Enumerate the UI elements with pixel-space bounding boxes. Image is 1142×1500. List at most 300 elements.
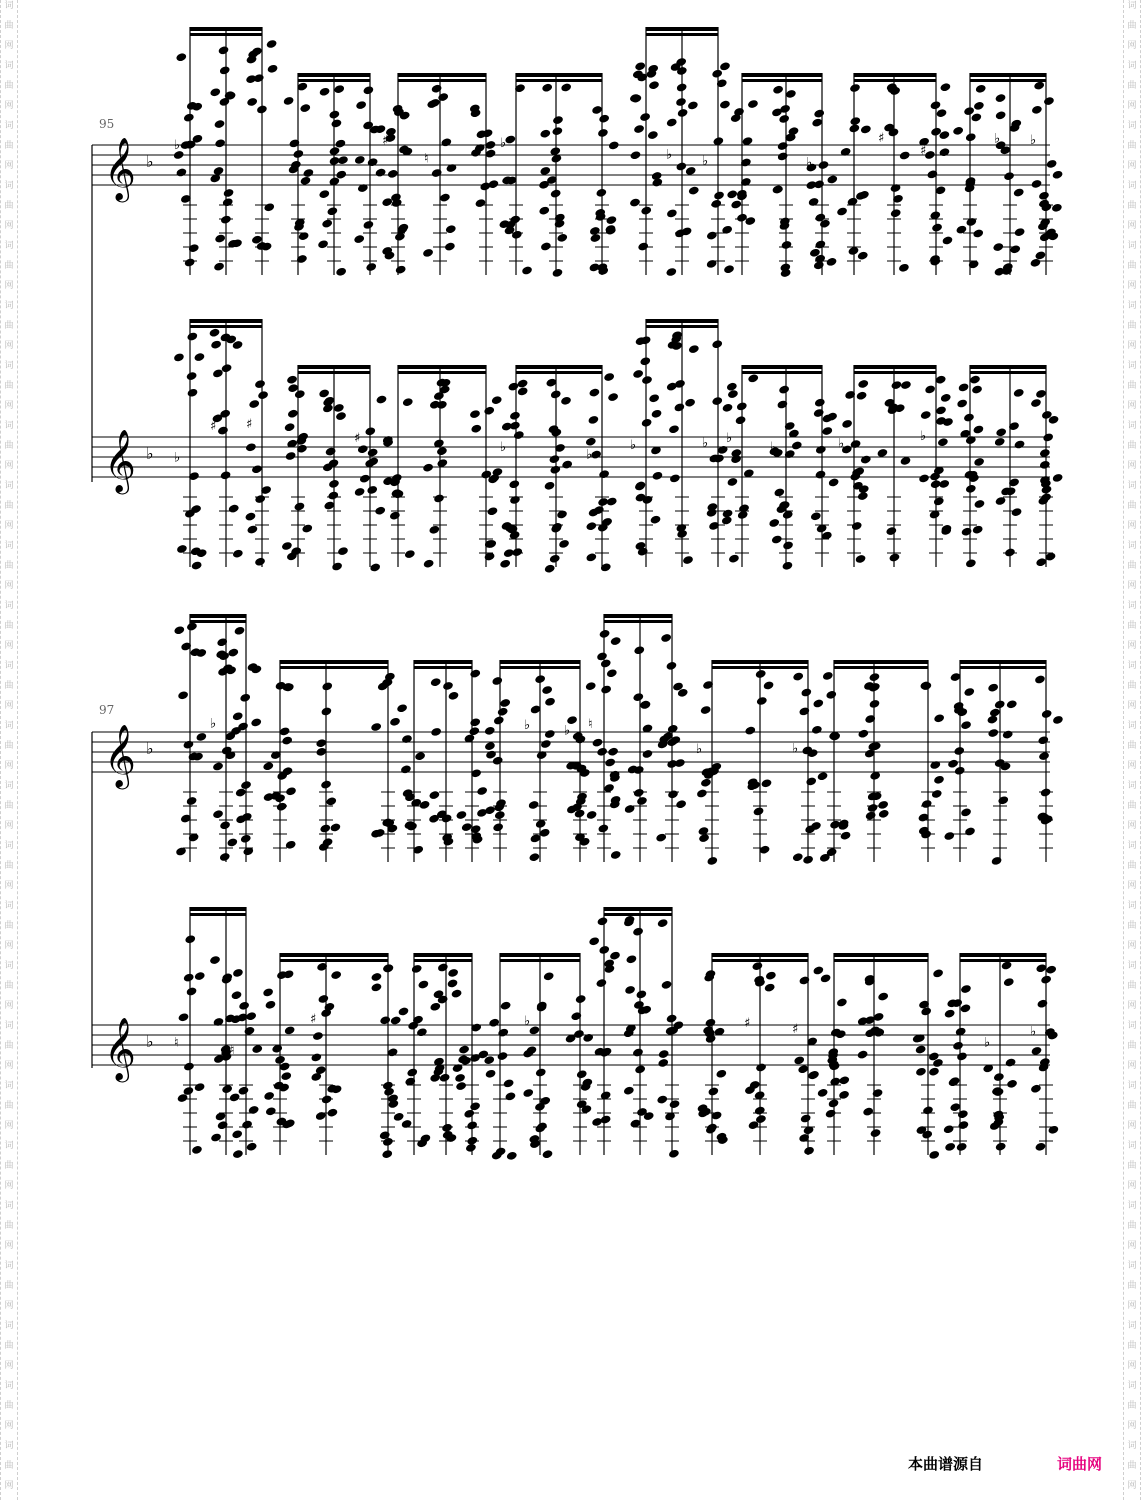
note-head <box>591 105 603 115</box>
note-head <box>217 425 229 435</box>
beam <box>280 953 388 957</box>
watermark-glyph: 网 <box>4 881 14 891</box>
note-head <box>828 1098 840 1108</box>
note-head <box>1046 159 1058 169</box>
note-head <box>253 73 265 83</box>
note-head <box>300 176 312 186</box>
note-head <box>836 997 848 1007</box>
note-head <box>625 954 637 964</box>
note-head <box>448 691 460 701</box>
note-head <box>657 918 669 928</box>
note-head <box>597 823 609 833</box>
note-head <box>836 206 848 216</box>
note-head <box>319 87 331 97</box>
watermark-glyph: 网 <box>4 521 14 531</box>
note-head <box>588 936 600 946</box>
watermark-glyph: 曲 <box>1127 681 1137 691</box>
note-head <box>964 826 976 836</box>
watermark-glyph: 网 <box>4 641 14 651</box>
beam <box>960 666 1046 669</box>
beam <box>414 959 472 962</box>
note-head <box>497 1028 509 1038</box>
note-head <box>997 795 1009 805</box>
note-head <box>430 727 442 737</box>
note-head <box>965 484 977 494</box>
note-head <box>470 424 482 434</box>
note-head <box>972 424 984 434</box>
note-head <box>624 804 636 814</box>
note-head <box>221 1084 233 1094</box>
watermark-glyph: 曲 <box>1127 1161 1137 1171</box>
note-head <box>971 384 983 394</box>
watermark-glyph: 网 <box>1127 1481 1137 1491</box>
watermark-glyph: 网 <box>1127 461 1137 471</box>
note-head <box>1005 1057 1017 1067</box>
watermark-glyph: 曲 <box>1127 921 1137 931</box>
note-head <box>223 188 235 198</box>
note-head <box>226 837 238 847</box>
note-head <box>455 1081 467 1091</box>
note-head <box>209 955 221 965</box>
watermark-glyph: 词 <box>4 421 14 431</box>
note-head <box>669 473 681 483</box>
note-head <box>924 384 936 394</box>
watermark-glyph: 网 <box>4 821 14 831</box>
note-head <box>227 647 239 657</box>
watermark-glyph: 网 <box>1127 641 1137 651</box>
note-head <box>414 751 426 761</box>
note-head <box>552 115 564 125</box>
note-head <box>504 134 516 144</box>
accidental-icon: ♭ <box>500 136 507 152</box>
note-head <box>437 962 449 972</box>
note-head <box>1031 179 1043 189</box>
note-head <box>797 1064 809 1074</box>
note-head <box>429 1002 441 1012</box>
watermark-glyph: 曲 <box>1127 561 1137 571</box>
note-head <box>632 1047 644 1057</box>
note-head <box>811 118 823 128</box>
note-head <box>366 485 378 495</box>
watermark-glyph: 网 <box>1127 521 1137 531</box>
note-head <box>1047 1125 1059 1135</box>
beam <box>970 371 1046 374</box>
watermark-glyph: 网 <box>4 941 14 951</box>
note-head <box>299 103 311 113</box>
note-head <box>994 699 1006 709</box>
note-head <box>436 446 448 456</box>
note-head <box>820 973 832 983</box>
note-head <box>991 856 1003 866</box>
beam <box>398 79 486 82</box>
note-head <box>651 409 663 419</box>
watermark-glyph: 曲 <box>1127 1041 1137 1051</box>
note-head <box>428 790 440 800</box>
note-head <box>931 789 943 799</box>
watermark-glyph: 词 <box>4 541 14 551</box>
note-head <box>668 424 680 434</box>
note-head <box>857 729 869 739</box>
note-head <box>476 786 488 796</box>
note-head <box>942 235 954 245</box>
note-head <box>735 415 747 425</box>
note-head <box>821 426 833 436</box>
note-head <box>810 511 822 521</box>
note-head <box>885 526 897 536</box>
note-head <box>320 779 332 789</box>
beam <box>834 660 928 664</box>
note-head <box>541 685 553 695</box>
note-head <box>698 826 710 836</box>
note-head <box>218 45 230 55</box>
note-head <box>973 101 985 111</box>
beam <box>398 73 486 77</box>
note-head <box>454 1073 466 1083</box>
note-head <box>728 554 740 564</box>
note-head <box>726 189 738 199</box>
note-head <box>401 734 413 744</box>
note-head <box>661 980 673 990</box>
note-head <box>317 994 329 1004</box>
note-head <box>857 251 869 261</box>
note-head <box>696 788 708 798</box>
note-head <box>888 552 900 562</box>
note-head <box>744 726 756 736</box>
note-head <box>1051 203 1063 213</box>
note-head <box>186 986 198 996</box>
note-head <box>238 1001 250 1011</box>
watermark-glyph: 词 <box>1127 601 1137 611</box>
note-head <box>321 219 333 229</box>
note-head <box>598 114 610 124</box>
watermark-glyph: 曲 <box>1127 1281 1137 1291</box>
note-head <box>452 1063 464 1073</box>
beam <box>970 73 1046 77</box>
note-head <box>970 112 982 122</box>
note-head <box>761 778 773 788</box>
note-head <box>517 386 529 396</box>
note-head <box>186 331 198 341</box>
watermark-glyph: 词 <box>4 661 14 671</box>
watermark-glyph: 曲 <box>1127 1101 1137 1111</box>
beam <box>414 660 472 664</box>
note-head <box>944 1009 956 1019</box>
note-head <box>1037 735 1049 745</box>
watermark-glyph: 曲 <box>4 561 14 571</box>
note-head <box>509 495 521 505</box>
note-head <box>1043 96 1055 106</box>
note-head <box>588 387 600 397</box>
accidental-icon: ♭ <box>984 1035 991 1051</box>
note-head <box>931 222 943 232</box>
accidental-icon: ♯ <box>382 133 389 149</box>
note-head <box>751 961 763 971</box>
note-head <box>534 674 546 684</box>
note-head <box>293 501 305 511</box>
note-head <box>231 1129 243 1139</box>
note-head <box>485 539 497 549</box>
note-head <box>610 636 622 646</box>
note-head <box>867 803 879 813</box>
note-head <box>669 1099 681 1109</box>
note-head <box>551 126 563 136</box>
note-head <box>326 206 338 216</box>
note-head <box>292 149 304 159</box>
note-head <box>606 496 618 506</box>
note-head <box>186 796 198 806</box>
accidental-icon: ♭ <box>838 436 845 452</box>
note-head <box>541 83 553 93</box>
note-head <box>817 1088 829 1098</box>
beam <box>834 959 928 962</box>
watermark-glyph: 网 <box>4 1001 14 1011</box>
note-head <box>722 403 734 413</box>
watermark-glyph: 词 <box>1127 1321 1137 1331</box>
note-head <box>960 720 972 730</box>
note-head <box>700 778 712 788</box>
accidental-icon: ♯ <box>210 418 217 434</box>
note-head <box>862 1107 874 1117</box>
watermark-glyph: 网 <box>1127 341 1137 351</box>
note-head <box>254 494 266 504</box>
note-head <box>965 132 977 142</box>
note-head <box>857 1050 869 1060</box>
note-head <box>755 1062 767 1072</box>
note-head <box>747 99 759 109</box>
note-head <box>493 715 505 725</box>
note-head <box>710 199 722 209</box>
note-head <box>370 982 382 992</box>
watermark-glyph: 词 <box>1127 421 1137 431</box>
note-head <box>640 206 652 216</box>
note-head <box>877 991 889 1001</box>
watermark-glyph: 曲 <box>1127 261 1137 271</box>
watermark-glyph: 词 <box>1127 481 1137 491</box>
watermark-glyph: 网 <box>4 1361 14 1371</box>
note-head <box>973 457 985 467</box>
note-head <box>281 541 293 551</box>
note-head <box>276 802 288 812</box>
watermark-glyph: 网 <box>4 401 14 411</box>
note-head <box>777 141 789 151</box>
watermark-glyph: 曲 <box>4 1341 14 1351</box>
note-head <box>240 780 252 790</box>
note-head <box>969 375 981 385</box>
note-head <box>213 262 225 272</box>
note-head <box>433 493 445 503</box>
watermark-glyph: 词 <box>1127 1081 1137 1091</box>
note-head <box>1003 977 1015 987</box>
note-head <box>191 560 203 570</box>
watermark-glyph: 词 <box>1127 721 1137 731</box>
beam <box>834 666 928 669</box>
note-head <box>379 1015 391 1025</box>
note-head <box>232 1149 244 1159</box>
note-head <box>389 511 401 521</box>
beam <box>280 666 388 669</box>
note-head <box>647 130 659 140</box>
beam <box>854 79 936 82</box>
note-head <box>335 267 347 277</box>
note-head <box>430 677 442 687</box>
accidental-icon: ♯ <box>878 130 885 146</box>
note-head <box>440 137 452 147</box>
note-head <box>629 197 641 207</box>
beam <box>604 907 672 911</box>
note-head <box>232 549 244 559</box>
accidental-icon: ♮ <box>230 1043 235 1059</box>
note-head <box>778 385 790 395</box>
accidental-icon: ♭ <box>806 155 813 171</box>
note-head <box>262 987 274 997</box>
watermark-glyph: 曲 <box>4 681 14 691</box>
beam <box>854 365 936 369</box>
footer-source-label: 本曲谱源自 <box>908 1455 984 1473</box>
note-head <box>963 412 975 422</box>
watermark-glyph: 网 <box>4 701 14 711</box>
note-head <box>632 927 644 937</box>
note-head <box>633 124 645 134</box>
note-head <box>354 487 366 497</box>
note-head <box>549 554 561 564</box>
note-head <box>369 562 381 572</box>
note-head <box>682 555 694 565</box>
accidental-icon: ♯ <box>354 431 361 447</box>
measure-number-97: 97 <box>99 703 115 717</box>
note-head <box>721 515 733 525</box>
note-head <box>920 410 932 420</box>
note-head <box>285 786 297 796</box>
accidental-icon: ♭ <box>696 742 703 758</box>
accidental-icon: ♭ <box>702 154 709 170</box>
note-head <box>877 800 889 810</box>
note-head <box>376 394 388 404</box>
note-head <box>335 411 347 421</box>
note-head <box>586 810 598 820</box>
note-head <box>726 477 738 487</box>
note-head <box>753 806 765 816</box>
note-head <box>550 188 562 198</box>
note-head <box>726 382 738 392</box>
note-head <box>855 554 867 564</box>
note-head <box>246 1142 258 1152</box>
note-head <box>245 511 257 521</box>
note-head <box>777 151 789 161</box>
note-head <box>707 1086 719 1096</box>
note-head <box>265 1000 277 1010</box>
watermark-glyph: 网 <box>1127 1061 1137 1071</box>
note-head <box>318 388 330 398</box>
note-head <box>353 234 365 244</box>
note-head <box>475 198 487 208</box>
note-head <box>975 84 987 94</box>
note-head <box>367 447 379 457</box>
note-head <box>235 787 247 797</box>
note-head <box>451 989 463 999</box>
note-head <box>876 448 888 458</box>
note-head <box>811 725 823 735</box>
watermark-glyph: 词 <box>4 781 14 791</box>
note-head <box>355 100 367 110</box>
note-head <box>706 259 718 269</box>
note-head <box>302 168 314 178</box>
note-head <box>1052 473 1064 483</box>
watermark-glyph: 曲 <box>1127 321 1137 331</box>
note-head <box>312 1031 324 1041</box>
note-head <box>747 373 759 383</box>
note-head <box>803 1146 815 1156</box>
note-head <box>244 1026 256 1036</box>
note-head <box>334 139 346 149</box>
watermark-glyph: 网 <box>1127 1121 1137 1131</box>
note-head <box>650 515 662 525</box>
note-head <box>1035 389 1047 399</box>
note-head <box>736 401 748 411</box>
note-head <box>1052 715 1064 725</box>
note-head <box>947 759 959 769</box>
note-head <box>194 971 206 981</box>
watermark-glyph: 网 <box>4 281 14 291</box>
note-head <box>191 1145 203 1155</box>
note-head <box>865 811 877 821</box>
note-head <box>607 392 619 402</box>
note-head <box>1039 460 1051 470</box>
note-head <box>499 559 511 569</box>
note-head <box>483 406 495 416</box>
note-head <box>676 82 688 92</box>
note-head <box>899 150 911 160</box>
note-head <box>711 69 723 79</box>
note-head <box>600 684 612 694</box>
note-head <box>1052 170 1064 180</box>
watermark-glyph: 词 <box>1127 181 1137 191</box>
note-head <box>719 99 731 109</box>
note-head <box>815 445 827 455</box>
note-head <box>938 479 950 489</box>
watermark-glyph: 词 <box>1127 901 1137 911</box>
note-head <box>599 629 611 639</box>
note-head <box>222 197 234 207</box>
note-head <box>548 454 560 464</box>
watermark-glyph: 曲 <box>4 201 14 211</box>
beam <box>854 371 936 374</box>
watermark-glyph: 曲 <box>1127 501 1137 511</box>
watermark-glyph: 词 <box>1127 541 1137 551</box>
note-head <box>400 764 412 774</box>
note-head <box>956 398 968 408</box>
note-head <box>220 470 232 480</box>
note-head <box>330 970 342 980</box>
note-head <box>755 669 767 679</box>
note-head <box>401 1119 413 1129</box>
note-head <box>561 459 573 469</box>
beam <box>516 371 602 374</box>
note-head <box>792 852 804 862</box>
note-head <box>491 676 503 686</box>
note-head <box>1014 439 1026 449</box>
note-head <box>367 157 379 167</box>
note-head <box>595 188 607 198</box>
note-head <box>677 108 689 118</box>
note-head <box>1035 1142 1047 1152</box>
accidental-icon: ♭ <box>174 450 181 466</box>
note-head <box>513 430 525 440</box>
watermark-glyph: 网 <box>4 221 14 231</box>
watermark-glyph: 词 <box>4 1 14 11</box>
note-head <box>660 633 672 643</box>
note-head <box>851 521 863 531</box>
watermark-glyph: 词 <box>4 121 14 131</box>
